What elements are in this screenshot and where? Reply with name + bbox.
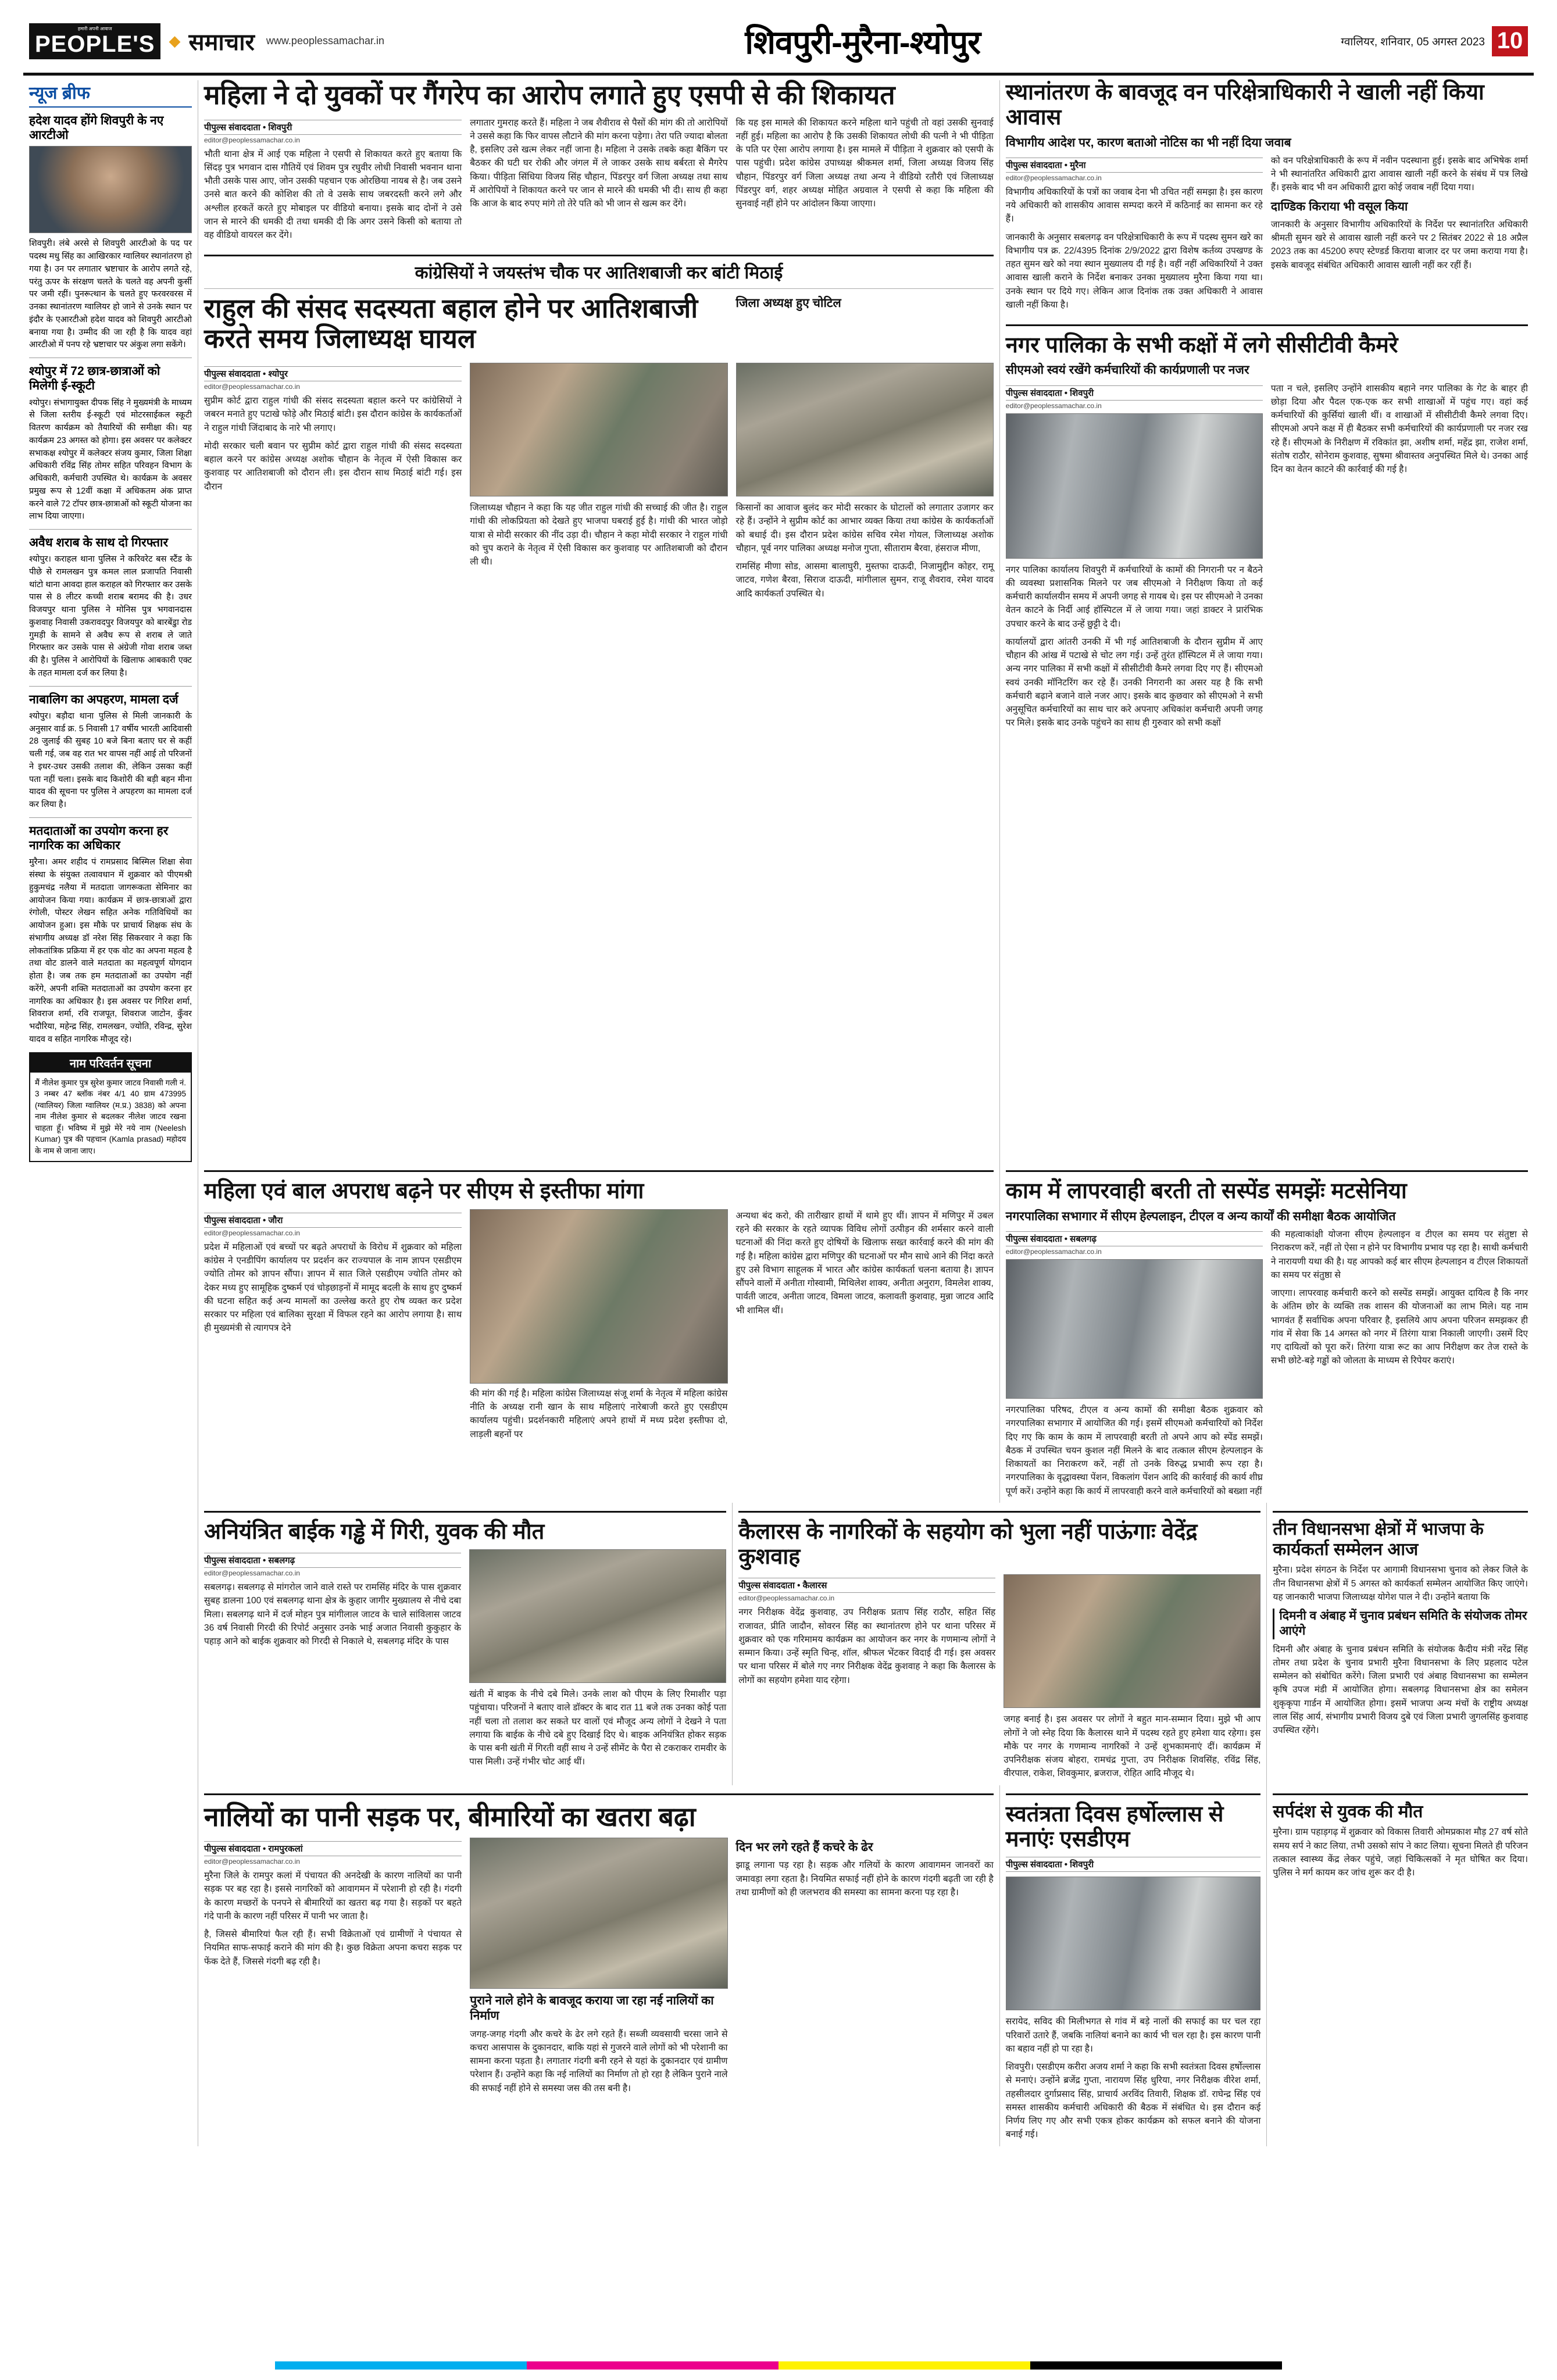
story-photo <box>470 1209 727 1384</box>
story-col <box>469 1549 726 1774</box>
story-columns <box>204 363 994 605</box>
story-paragraph: लगातार गुमराह करते हैं। महिला ने जब शैवीराव से पैसों की मांग की तो आरोपियों ने उससे कहा कि फिर वापस लौटाने की मांग करना पड़ेगा। तेरा पति ज्यादा बोलता है, इसलिए उसे खत्म लेकर नहीं जाना है। महिला ने उसके तबके कहा बैकिंग पर बैठकर की घटी घर रोकी और जंगल में ले जाकर उसके साथ बर्बरता से मैगरेप किया। पीड़िता सिंधिया विजय सिंह चौहान, पिंडरपुर वर्ग जिला अध्यक्ष तथा साथ में आरोपियों ने शिकायत करने पर जान से मारने की धमकी भी दी। साथ ही कहा कि आज के बाद रुपए मांगे तो तेरे पति को भी जान से खत्म कर देंगे। <box>470 117 728 209</box>
story-subhead: जिला अध्यक्ष हुए चोटिल <box>735 296 841 310</box>
page-sheet <box>23 12 1534 2339</box>
story-col <box>204 1549 461 1774</box>
story-col <box>736 1209 994 1446</box>
logo-text-en: PEOPLE'S <box>35 31 155 57</box>
divider <box>1006 1170 1528 1172</box>
story-columns <box>204 116 994 247</box>
logo-text-hi: समाचार <box>188 30 255 55</box>
byline: पीपुल्स संवाददाता • शिवपुरी <box>1006 385 1263 401</box>
story-headline: महिला ने दो युवकों पर गैंगरेप का आरोप लगाते हुए एसपी से की शिकायत <box>204 80 895 110</box>
byline-email: editor@peoplessamachar.co.in <box>204 1857 300 1866</box>
story-columns <box>1006 154 1528 316</box>
story-col <box>1271 154 1528 316</box>
divider <box>204 1511 726 1513</box>
story-col <box>736 363 994 605</box>
story-headline: महिला एवं बाल अपराध बढ़ने पर सीएम से इस्तीफा मांगा <box>204 1179 644 1204</box>
story-headline: स्वतंत्रता दिवस हर्षोल्लास से मनाएंः एसडीएम <box>1005 1802 1224 1852</box>
byline: पीपुल्स संवाददाता • रामपुरकलां <box>204 1841 462 1856</box>
story-side-head: दिमनी व अंबाह में चुनाव प्रबंधन समिति के संयोजक तोमर आएंगे <box>1273 1609 1528 1639</box>
story-headline: सर्पदंश से युवक की मौत <box>1273 1802 1423 1821</box>
story-paragraph: कार्यालयों द्वारा आंतरी उनकी में भी गई आतिशबाजी के दौरान सुप्रीम में आए चौहान की आंख में पटाखे से चोट लग गई। उन्हें तुरंत हॉस्पिटल में ले जाया गया। अन्य नगर पालिका में सभी कक्षों में सीसीटीवी कैमरे लगवा दिए गए हैं। सीएमओ स्वयं उनकी मॉनिटरिंग कर रहे हैं। उनकी निगरानी का असर यह है कि सभी कर्मचारी बढ़ाने बजाने वाले नजर आए। इसके बाद कुछवार को सीएमओ ने सभी अनुसूचित कर्मचारियों का साथ चार करे अपनाए अधिकांश कर्मचारी अपनी जगह पर मिले। इसके बाद उनके पहुंचने का साथ ही गुरुवार को सभी कक्षों <box>1005 637 1263 728</box>
website-url[interactable]: www.peoplessamachar.in <box>266 35 385 47</box>
story-col <box>204 363 462 605</box>
story-paragraph: सुप्रीम कोर्ट द्वारा राहुल गांधी की संसद सदस्यता बहाल करने पर कांग्रेसियों ने जबरन मनाते हुए पटाखे फोड़े और मिठाई बांटी। इस दौरान कांग्रेस के कार्यकर्ताओं ने राहुल गांधी जिंदाबाद के नारे भी लगाए। <box>204 396 462 433</box>
story-columns <box>1006 1228 1528 1503</box>
divider <box>1006 324 1528 326</box>
brief-headline: हदेश यादव होंगे शिवपुरी के नए आरटीओ <box>29 114 164 142</box>
story-paragraph: जाएगा। लापरवाह कर्मचारी करने को सस्पेंड समझें। आयुक्त दायित्व है कि नगर के अंतिम छोर के व्यक्ति तक शासन की योजनाओं का लाभ मिले। यह नाम भागवंत हैं सर्वाधिक अपना परिवार है, इसलिये आप अपना परिजन समझकर ही गांव में सेवा कि 14 अगस्त को नगर में तिरंगा यात्रा निकाली जाएगी। उसमें दिए गए दायित्वों को पूरा करें। तिरंगा यात्रा रूट का आप निरीक्षण कर तेज रास्ते के सभी छोटे-बड़े गड्ढों को जोलता के माध्यम से रिपेयर कराएं। <box>1270 1288 1528 1366</box>
story-col <box>204 1209 462 1446</box>
byline-email: editor@peoplessamachar.co.in <box>1005 1248 1102 1256</box>
divider <box>29 529 192 530</box>
story-paragraph: मुरैना। ग्राम पहाड़गढ़ में शुक्रवार को विकास तिवारी ओमप्रकाश मौड़ 27 वर्ष सोते समय सर्प ने काट लिया, तभी उसको सांप ने काट लिया। सूचना मिलते ही परिजन तत्काल स्वास्थ्य केंद्र लेकर पहुंचे, जहां चिकित्सकों ने मृत घोषित कर दिया। पुलिस ने मर्ग कायम कर जांच शुरू कर दी है। <box>1273 1827 1528 1878</box>
byline: पीपुल्स संवाददाता • शिवपुरी <box>204 120 462 135</box>
story-paragraph: मुरैना जिले के रामपुर कलां में पंचायत की अनदेखी के कारण नालियों का पानी सड़क पर बह रहा है। इससे नागरिकों को आवागमन में परेशानी हो रही है। गंदगी के कारण मच्छरों के पनपने से बीमारियों का खतरा बढ़ गया है। सड़कों पर बहते गंदे पानी के कारण नहीं परिसर में पानी भर जाता है। <box>204 1871 462 1921</box>
story-paragraph: खंती में बाइक के नीचे दबे मिले। उनके लाश को पीएम के लिए रिमाशीर पड़ा पहुंचाया। परिजनों ने बताए वाले डॉक्टर के बाद रात 11 बजे तक उनका कोई पता नहीं चला तो तलाश कर सकते घर वालों एवं मौजूद अन्य लोगों ने देखने ने पता लगाया कि बाईक के नीचे दबे हुए दिखाई दिए थे। बाइक अनियंत्रित होकर सड़क के पास बनी खंती में गिरती वहीं साथ ने उन्हें सीमेंट के पैरा से टकराकर रामवीर के पास मिली। उन्हें गंभीर चोट आई थीं। <box>469 1689 727 1767</box>
brief-photo <box>29 146 192 233</box>
story-col <box>204 294 728 359</box>
story-paragraph: जानकारी के अनुसार सबलगढ़ वन परिक्षेत्राधिकारी के रूप में पदस्थ सुमन खरे का विभागीय पत्र क्र. 22/4395 दिनांक 2/9/2022 द्वारा विशेष कर्तव्य उपखण्ड के तहत सुमन खरे को नया स्थान मुख्यालय दी गई है। वहीं नहीं अधिकारियों ने उक्त आवास खाली कराने के निर्देश बनाकर उनका मुख्यालय मुरैना किया गया था। उनके स्थान पर दिये गए। लेकिन आज दिनांक तक उक्त अधिकारी ने आवास खाली नहीं किया है। <box>1005 232 1263 310</box>
divider <box>29 686 192 687</box>
story-col <box>204 116 462 247</box>
story-headline: राहुल की संसद सदस्यता बहाल होने पर आतिशबाजी करते समय जिलाध्यक्ष घायल <box>204 293 698 353</box>
story8-block <box>732 1503 1266 1785</box>
story7-block <box>198 1503 732 1785</box>
story-paragraph: भौती थाना क्षेत्र में आई एक महिला ने एसपी से शिकायत करते हुए बताया कि सिंदड़ पुत्र भगवान दास गौतियें एवं शिवम पुत्र रघुवीर लोधी निवासी भवनान थाना भौती उसके पास आए, जोन उसकी पहचान एक ओरछिया नायब से है। जब उसने उनसे बात करने की कोशिश की तो वे उसके साथ जबरदस्ती करने लगे और अश्लील हरकतें करते हुए मोबाइल पर वीडियो बनाया। इसके बाद दोनों ने उसे जान से मारने की धमकी दी तथा धमकी दी कि अगर उसने किसी को बताया तो वह वीडियो वायरल कर देंगे। <box>204 149 462 241</box>
brief-item <box>29 535 192 680</box>
story-columns <box>204 1209 994 1446</box>
story6-block <box>999 1162 1534 1502</box>
story5-block <box>198 1162 999 1502</box>
divider <box>1273 1511 1528 1513</box>
story-col <box>1004 1574 1260 1785</box>
story-paragraph: की महत्वाकांक्षी योजना सीएम हेल्पलाइन व टीएल का समय पर संतुष्टा से निराकरण करें, नहीं तो ऐसा न होने पर विभागीय प्रभाव पड़ रहा है। साथी कर्मचारी ने नारायणी यथा की है। यह आपको कई बार सीएम हेल्पलाइन व टीएल शिकायतों का समय पर संतुष्ठा से <box>1270 1230 1528 1280</box>
story-photo <box>469 1549 726 1683</box>
byline-email: editor@peoplessamachar.co.in <box>204 135 300 144</box>
story-paragraph: रामसिंह मीणा सोड, आसमा बालाघुरी, मुस्तफा दाऊदी, निजामुद्दीन कोहर, रामू जाटव, गणेश बैरवा, सिराज दाऊदी, मांगीलाल सुमन, राजू शैवराव, रमेश यादव आदि कार्यकर्ता उपस्थित थे। <box>735 562 994 599</box>
story10-block <box>198 1785 999 2146</box>
story-paragraph: प्रदेश में महिलाओं एवं बच्चों पर बढ़ते अपराधों के विरोध में शुक्रवार को महिला कांग्रेस ने एनडीपिंग कार्यालय पर प्रदर्शन कर राज्यपाल के नाम ज्ञापन एसडीएम ज्योति तोमर को ज्ञापन सौंपा। ज्ञापन में सात जिले एसडीएम ज्योति तोमर को देकर मध्य हुए सामूहिक दुष्कर्म एवं चोड़छाड़नों में मामूद बदली के साथ हुए दुष्कर्म की घटना सहित कई अन्य मामलों का उल्लेख करते हुए रोष व्यक्त कर प्रदेश सरकार पर महिला एवं बालिका सुरक्षा में विफल रहने का आरोप लगाया है। साथ ही मुख्यमंत्री से त्यागपत्र देने <box>204 1242 462 1334</box>
story-subhead: पुराने नाले होने के बावजूद कराया जा रहा नई नालियों का निर्माण <box>470 1994 714 2023</box>
story12-block <box>1266 1785 1534 2146</box>
news-brief-title: न्यूज ब्रीफ <box>29 80 192 108</box>
story-photo <box>1006 1259 1263 1399</box>
byline-email: editor@peoplessamachar.co.in <box>1005 401 1102 410</box>
story-headline: काम में लापरवाही बरती तो सस्पेंड समझेंः मटसेनिया <box>1005 1179 1407 1204</box>
divider <box>738 1511 1260 1513</box>
logo-tagline: हमारी अपनी आवाज <box>77 26 112 31</box>
name-change-title: नाम परिवर्तन सूचना <box>30 1053 191 1073</box>
page-number: 10 <box>1492 26 1528 56</box>
story-columns <box>204 1838 994 2100</box>
masthead-right <box>1341 26 1528 56</box>
story-col <box>738 1574 995 1785</box>
story-paragraph: सबलगढ़। सबलगढ़ से मांगरोल जाने वाले रास्ते पर रामसिंह मंदिर के पास शुक्रवार सुबह डालना 100 एवं सबलगढ़ थाना क्षेत्र के कुहार जागीर मुख्यालय से नीचे दबा मिला। सबलगढ़ थाने में दर्ज मोहन पुत्र मांगीलाल जाटव के चाले सांविलास जाटव 36 वर्ष निवासी गिरदी की रिपोर्ट अनुसार उनके भाई अजात निवासी कुकुहार के पहाड़ आने को बाईक शुक्रवार को गिरदी से निकाले थे, सबलगढ़ मंदिर के पास <box>204 1582 462 1647</box>
divider <box>204 1170 994 1172</box>
story-paragraph: शिवपुरी। एसडीएम करीरा अजय शर्मा ने कहा कि सभी स्वतंत्रता दिवस हर्षोल्लास से मनाएं। उन्होंने ब्रजेंद्र गुप्ता, नारायण सिंह धुरिया, नगर निरीक्षक वीरेश शर्मा, तहसीलदार दुर्गाप्रसाद सिंह, प्राचार्य अरविंद तिवारी, शिक्षक डॉ. राघेन्द्र सिंह एवं समस्त शासकीय कर्मचारी अधिकारी की बैठक में संबंधित थे। इस दौरान कई निर्णय लिए गए और सभी एकत्र होकर कार्यक्रम को सफल बनाने की योजना बनाई गई। <box>1005 2062 1261 2140</box>
story-paragraph: अन्यथा बंद करो, की तारीखार हाथों में थामे हुए थीं। ज्ञापन में मणिपुर में उबल रहने की सरकार के रहते व्यापक विविध लोगों उत्पीड़न की शर्मसार करने वाली घटनाओं की निंदा करते हुए दोषियों के खिलाफ सख्त कार्रवाई करने की मांग की गई है। महिला कांग्रेस द्वारा मणिपुर की घटनाओं पर मौन साधे आने की निंदा करते हुए उसे विभाग साहूलक में भारत और कांग्रेस कार्यकर्ता चलना बताया है। ज्ञापन सौंपने वालों में अनीता गोस्वामी, मिथिलेश शाक्य, अनीता अनुराग, विमलेश शाक्य, पार्वती जाटव, अनीता जाटव, विमला जाटव, कलावती कुशवाह, मुन्ना जाटव आदि भी शामिल थीं। <box>735 1210 994 1316</box>
story-photo <box>470 1838 727 1989</box>
story-subhead: सीएमओ स्वयं रखेंगे कर्मचारियों की कार्यप्रणाली पर नजर <box>1005 363 1249 377</box>
story-photo <box>1006 1877 1261 2010</box>
diamond-icon: ◆ <box>169 32 181 49</box>
story-paragraph: पता न चले, इसलिए उन्होंने शासकीय बहाने नगर पालिका के गेट के बाहर ही छोड़ा दिया और पैदल एक-एक कर सभी शाखाओं में पहुंच गए। वहां कई कर्मचारियों की कुर्सियां खाली थीं। व शाखाओं में सीसीटीवी कैमरे लगवा दिए। सीएमओ अपने कक्ष में ही बैठकर सभी कर्मचारियों की कार्यप्रणाली पर नजर रख रहे हैं। सीएमओ के निरीक्षण में रविकांत झा, अशीष शर्मा, महेंद्र झा, राजेश शर्मा, संतोष राठौर, सोनेराम कुशवाह, सुषमा श्रीवास्तव अनुपस्थित मिले थे। उनका आई दिन का वेतन काटने की कार्रवाई की गई है। <box>1270 383 1528 475</box>
story-paragraph: नगर निरीक्षक वेदेंद्र कुशवाह, उप निरीक्षक प्रताप सिंह राठौर, सहित सिंह राजावत, प्रीति जादौन, सोवरन सिंह का स्थानांतरण होने पर थाना परिसर में शुक्रवार को एक गरिमामय कार्यक्रम का आयोजन कर नगर के गणमान्य लोगों ने सम्मान किया। उन्हें स्मृति चिन्ह, शॉल, श्रीफल भेंटकर विदाई दी गई। इस अवसर पर थाना परिसर में बोले गए नगर निरीक्षक वेदेंद्र कुशवाह ने कहा कि कैलारस के लोगों का सहयोग हमेशा याद रहेगा। <box>738 1607 996 1685</box>
story-subhead-2: दाण्डिक किराया भी वसूल किया <box>1270 199 1408 213</box>
story-headline: नालियों का पानी सड़क पर, बीमारियों का खतरा बढ़ा <box>204 1801 696 1832</box>
print-color-bar <box>23 2361 1534 2370</box>
story-paragraph: झाडू लगाना पड़ रहा है। सड़क और गलियों के कारण आवागमन जानवरों का जमावड़ा लगा रहता है। नियमित सफाई नहीं होने के कारण गंदगी बढ़ती जा रही है तथा ग्रामीणों को ही जलभराव की समस्या का सामना करना पड़ रहा है। <box>735 1860 994 1897</box>
brief-headline: नाबालिग का अपहरण, मामला दर्ज <box>29 692 178 706</box>
byline-email: editor@peoplessamachar.co.in <box>204 1228 300 1237</box>
story-paragraph: को वन परिक्षेत्राधिकारी के रूप में नवीन पदस्थाना हुई। इसके बाद अभिषेक शर्मा ने भी स्थानांतरित अधिकारी द्वारा आवास खाली नहीं करने के संबंध में पत्र लिखे हैं। इसके बाद भी वन अधिकारी द्वारा कोई जवाब नहीं दिया गया। <box>1270 155 1528 193</box>
brief-body: श्योपुर। संभागायुक्त दीपक सिंह ने मुख्यमंत्री के माध्यम से जिला स्तरीय ई-स्कूटी एवं मोटरसाईकल स्कूटी वितरण कार्यक्रम को तैयारियों की समीक्षा की। यह कार्यक्रम 23 अगस्त को होगा। इस अवसर पर कलेक्टर सभाकक्ष श्योपुर में कलेक्टर संजय कुमार, जिला शिक्षा अधिकारी रविंद्र सिंह तोमर सहित परिवहन विभाग के अधिकारी, कर्मचारी उपस्थित थे। कार्यक्रम के अवसर प्रमुख रूप से 12वीं कक्षा में अधिकतम अंक प्राप्त करने वाले 72 टॉपर छात्र-छात्राओं को स्कूटी योजना का लाभ दिया जाएगा। <box>29 398 192 521</box>
story-paragraph: जगह-जगह गंदगी और कचरे के ढेर लगे रहते हैं। सब्जी व्यवसायी चरसा जाने से कचरा आसपास के दुकानदार, बाकि यहां से गुजरने वाले लोगों को भी परेशानी का सामना करना पड़ता है। लगातार गंदगी बनी रहने से यहां के दुकानदार एवं ग्रामीण परेशान हैं। उन्होंने कहा कि नई नालियों का निर्माण तो हो रहा है लेकिन पुराने नाले की सफाई नहीं होने से समस्या जस की तस बनी है। <box>470 2029 728 2093</box>
story-col <box>1006 154 1263 316</box>
divider <box>204 1793 994 1795</box>
divider <box>1273 1793 1528 1795</box>
dateline: ग्वालियर, शनिवार, 05 अगस्त 2023 <box>1341 35 1485 48</box>
masthead-left <box>29 23 384 59</box>
byline: पीपुल्स संवाददाता • श्योपुर <box>204 366 462 381</box>
story-paragraph: किसानों का आवाज बुलंद कर मोदी सरकार के घोटालों को लगातार उजागर कर रहे हैं। उन्होंने ने सुप्रीम कोर्ट का आभार व्यक्त किया तथा कांग्रेस के कार्यकर्ताओं को बधाई दी। इस दौरान प्रदेश कांग्रेस सचिव रमेश गोयल, जिलाध्यक्ष अशोक चौहान, पूर्व नगर पालिका अध्यक्ष मनोज गुप्ता, सीताराम बैरवा, हंसराज मीणा, <box>735 503 994 553</box>
story-paragraph: नगरपालिका परिषद, टीएल व अन्य कामों की समीक्षा बैठक शुक्रवार को नगरपालिका सभागार में आयोजित की गई। इसमें सीएमओ कर्मचारियों को निर्देश दिए गए कि काम के काम में लापरवाही बरती तो अपने आप को स्पेंड समझें। बैठक में उपस्थित चयन कुशल नहीं मिलने के बाद तत्काल सीएम हेल्पलाइन के शिकायतों का निराकरण करें, नहीं तो उनके विरुद्ध प्रभावी रूप रहा है। नगरपालिका के वृद्धावस्था पेंशन, विकलांग पेंशन आदि की कार्रवाई की कार्य शीघ्र पूर्ण करें। उन्होंने कहा कि कार्य में लापरवाही करने वाले कर्मचारियों को बख्शा नहीं <box>1005 1405 1263 1496</box>
story-col <box>1006 1228 1263 1503</box>
story-mini-head: दिन भर लगे रहते हैं कचरे के ढेर <box>735 1841 873 1854</box>
story-paragraph: सरायेद, सविद की मिलीभगत से गांव में बड़े नालों की सफाई का घर चल रहा परिवारों उतारे हैं, जबकि नालियां बनाने का कार्य भी चल रहा है। इस कारण पानी का बहाव नहीं हो पा रहा है। <box>1005 2017 1261 2054</box>
story-headline: तीन विधानसभा क्षेत्रों में भाजपा के कार्यकर्ता सम्मेलन आज <box>1273 1519 1484 1559</box>
story-paragraph: विभागीय अधिकारियों के पत्रों का जवाब देना भी उचित नहीं समझा है। इस कारण नये अधिकारी को शासकीय आवास सम्पदा करने में कठिनाई का सामना कर रहे हैं। <box>1005 187 1263 224</box>
story-paragraph: मुरैना। प्रदेश संगठन के निर्देश पर आगामी विधानसभा चुनाव को लेकर जिले के तीन विधानसभा क्षेत्रों में 5 अगस्त को कार्यकर्ता सम्मेलन आयोजित किए जाएंगे। यह जानकारी भाजपा जिलाध्यक्ष योगेश पाल ने दी। उन्होंने बताया कि <box>1273 1565 1528 1602</box>
story-photo <box>1004 1574 1260 1708</box>
story-col <box>1006 382 1263 735</box>
byline-email: editor@peoplessamachar.co.in <box>204 1569 300 1578</box>
byline: पीपुल्स संवाददाता • सबलगढ़ <box>1006 1231 1263 1246</box>
story-headline: अनियंत्रित बाईक गड्ढे में गिरी, युवक की मौत <box>204 1519 545 1544</box>
story-subhead: नगरपालिका सभागार में सीएम हेल्पलाइन, टीएल व अन्य कार्यों की समीक्षा बैठक आयोजित <box>1005 1209 1396 1223</box>
brief-item <box>29 824 192 1046</box>
byline-email: editor@peoplessamachar.co.in <box>1005 173 1102 182</box>
brief-item <box>29 364 192 523</box>
story9-block <box>1266 1503 1534 1785</box>
story-col <box>470 1838 727 2100</box>
story-col <box>470 116 727 247</box>
news-brief-column <box>23 80 198 1162</box>
divider <box>204 288 994 289</box>
byline: पीपुल्स संवाददाता • मुरैना <box>1006 158 1263 173</box>
story-col <box>736 116 994 247</box>
brief-body: शिवपुरी। लंबे अरसे से शिवपुरी आरटीओ के पद पर पदस्थ मधु सिंह का आखिरकार ग्वालियर स्थानांतरण हो गया है। उन पर लगातार भ्रष्टाचार के आरोप लगते रहे, परंतु ऊपर के संरक्षण चलते के चलते वह अपनी कुर्सी पर जमी रहीं। पुनरूत्थान के चलते हुए फरवरवरस में उनका स्थानांतरण ग्वालियर हो जाने से उनके स्थान पर इंदौर के एआरटीओ हदेश यादव को शिवपुरी आरटीओ बनाया गया है। उम्मीद की जा रही है कि यादव वहां आरटीओ में पनप रहे भ्रष्टाचार पर अंकुश लगा सकेंगे। <box>29 239 192 350</box>
story-paragraph: जानकारी के अनुसार विभागीय अधिकारियों के निर्देश पर स्थानांतरित अधिकारी श्रीमती सुमन खरे से आवास खाली नहीं करने पर 2 सितंबर 2022 से 18 अप्रैल 2023 तक का 45200 रुपए स्टेण्डर्ड किराया बाजार दर पर जमा कराया गया है। इसके बावजूद संबंधित अधिकारी आवास खाली नहीं कर रहीं हैं। <box>1270 219 1528 270</box>
story-col <box>736 1838 994 2100</box>
divider <box>204 255 994 256</box>
brief-body: श्योपुर। कराहल थाना पुलिस ने करिवरेट बस स्टैंड के पीछे से रामलखन पुत्र कमल लाल प्रजापति निवासी थांटो थाना आवदा हाल कराहल को गिरफ्तार कर उसके पास से 8 लीटर कच्ची शराब बरामद की है। उधर विजयपुर थाना पुलिस ने मोनिस पुत्र भगवानदास कुशवाह निवासी उकरावदपुर विजयपुर को बारबेंडुा रोड गुमड़ी के सामने से अवैध रूप से शराब ले जाते गिरफ्तार कर उसके पास से अंग्रेजी गोवा शराब जब्त की है। पुलिस ने आरोपियों के खिलाफ आबकारी एक्ट के तहत मामला दर्ज कर लिया है। <box>29 555 192 678</box>
name-change-body: मैं नीलेश कुमार पुत्र सुरेश कुमार जाटव निवासी गली नं. 3 नम्बर 47 ब्लॉक नंबर 4/1 40 ग्राम 473995 (ग्वालियर) जिला ग्वालियर (म.प्र.) 3838) को अपना नाम नीलेश कुमार से बदलकर नीलेश जाटव रखना चाहता हूँ। भविष्य में मुझे मेरे नये नाम (Neelesh Kumar) पुत्र की पहचान (Kamla prasad) महोदय के नाम से जाना जाए। <box>35 1078 186 1155</box>
story11-block <box>999 1785 1267 2146</box>
masthead <box>23 12 1534 76</box>
story-col <box>470 1209 727 1446</box>
story-paragraph: कि यह इस मामले की शिकायत करने महिला थाने पहुंची तो वहां उसकी सुनवाई नहीं हुई। महिला का आरोप है कि उसकी शिकायत लोधी की पत्नी ने भी पीड़िता के पति पर ऐसा आरोप लगाया है। इस मामले में पीड़िता ने शुक्रवार को एसपी के पास पहुंची। प्रदेश कांग्रेस उपाध्यक्ष श्रीकमल शर्मा, जिला अध्यक्ष विजय सिंह चौहान, पिंडरपुर वर्ग जिला अध्यक्ष तथा अन्य ने वीडियो रतौरी एवं जिलाध्यक्ष पिंडरपुर वर्ग, शहर अध्यक्ष मोहित अग्रवाल ने एसपी से कहा कि महिला की सुनवाई नहीं होने पर आंदोलन किया जाएगा। <box>735 117 994 209</box>
story-paragraph: दिमनी और अंबाह के चुनाव प्रबंधन समिति के संयोजक कैदीय मंत्री नरेंद्र सिंह तोमर तथा प्रदेश के चुनाव प्रभारी मुरैना विधानसभा के लिए प्रहलाद पटेल सम्मेलन को संबोधित करेंगे। जिला प्रभारी एवं अंबाह विधानसभा का सम्मेलन कृषि उपज मंडी में आयोजित होगा। सबलगढ़ विधानसभा क्षेत्र का समेलन शुकृकृपा गार्डन में आयोजित होगा। इसमें भाजपा अन्य मंचों के राष्ट्रीय अध्यक्ष लाल सिंह आर्य, संभागीय प्रभारी विजय दुबे एवं जिला प्रभारी जुगलसिंह कुशवाह उपस्थित रहेंगे। <box>1273 1644 1528 1736</box>
name-change-notice <box>29 1052 192 1163</box>
story-col <box>1271 382 1528 735</box>
story-kicker: कांग्रेसियों ने जयस्तंभ चौक पर आतिशबाजी कर बांटी मिठाई <box>415 263 783 283</box>
byline: पीपुल्स संवाददाता • जौरा <box>204 1213 462 1228</box>
story-columns <box>1006 382 1528 735</box>
story-col <box>204 1838 462 2100</box>
byline: पीपुल्स संवाददाता • शिवपुरी <box>1006 1857 1261 1872</box>
story-col <box>470 363 727 605</box>
story-paragraph: जगह बनाई है। इस अवसर पर लोगों ने बहुत मान-सम्मान दिया। मुझे भी आप लोगों ने जो स्नेह दिया कि कैलारस थाने में पदस्थ रहते हुए हमेशा याद रहेगा। इस मौके पर नगर के गणमान्य नागरिकों ने उन्हें शुभकामनाएं दीं। कार्यक्रम में उपनिरीक्षक संजय बोहरा, रामचंद्र गुप्ता, उप निरीक्षक शिवसिंह, रविंद्र सिंह, वीरपाल, राकेश, शिवकुमार, ब्रजराज, रोहित आदि मौजूद थे। <box>1004 1714 1261 1779</box>
story-columns <box>204 1549 726 1774</box>
story-photo <box>470 363 727 496</box>
brief-headline: अवैध शराब के साथ दो गिरफ्तार <box>29 536 169 549</box>
story-photo <box>1006 413 1263 559</box>
story-headline: कैलारस के नागरिकों के सहयोग को भुला नहीं पाऊंगाः वेदेंद्र कुशवाह <box>738 1519 1198 1570</box>
byline: पीपुल्स संवाददाता • सबलगढ़ <box>204 1553 461 1568</box>
byline: पीपुल्स संवाददाता • कैलारस <box>738 1578 995 1593</box>
publication-logo <box>29 23 160 59</box>
story-headline: नगर पालिका के सभी कक्षों में लगे सीसीटीवी कैमरे <box>1005 333 1398 358</box>
divider <box>29 817 192 818</box>
story-paragraph: नगर पालिका कार्यालय शिवपुरी में कर्मचारियों के कामों की निगरानी पर न बैठने की व्यवस्था प्रशासनिक मिलने पर जब सीएमओ ने निरीक्षण किया तो कई कर्मचारी कार्यालयीन समय में अपनी जगह से गायब थे। इस पर सीएमओ ने उनका वेतन काटने के निर्दी आई हॉस्पिटल में ले जाया गया। जहां डाक्टर ने प्रारंभिक उपचार करने के बाद उन्हें छुट्टी दे दी। <box>1005 564 1263 629</box>
brief-headline: श्योपुर में 72 छात्र-छात्राओं को मिलेगी ई-स्कूटी <box>29 364 160 393</box>
story-columns <box>204 294 994 359</box>
story-columns <box>738 1574 1260 1785</box>
story-paragraph: है, जिससे बीमारियां फैल रही हैं। सभी विक्रेताओं एवं ग्रामीणों ने पंचायत से नियमित साफ-सफाई कराने की मांग की है। कुछ विक्रेता अपना कचरा सड़क पर फेंक देते हैं, जिससे गंदगी बढ़ रही है। <box>204 1929 462 1967</box>
main-right-block <box>999 80 1534 1162</box>
divider <box>1006 1793 1261 1795</box>
edition-title: शिवपुरी-मुरैना-श्योपुर <box>745 23 981 60</box>
byline-email: editor@peoplessamachar.co.in <box>738 1594 835 1603</box>
story-paragraph: मोदी सरकार चली बवान पर सुप्रीम कोर्ट द्वारा राहुल गांधी की संसद सदस्यता बहाल करने पर कांग्रेस अध्यक्ष अशोक चौहान के नेतृत्व में ऐसी विकास कर कुशवाह पर आतिशबाजी को दौरान ली। इस दौरान साथ मिठाई बांटी गई। इस दौरान <box>204 441 462 492</box>
story-paragraph: जिलाध्यक्ष चौहान ने कहा कि यह जीत राहुल गांधी की सच्चाई की जीत है। राहुल गांधी की लोकप्रियता को देखते हुए भाजपा घबराई हुई है। गांधी की भारत जोड़ो यात्रा से मोदी सरकार की नींद उड़ा दी। चौहान ने कहा मोदी सरकार ने राहुल गांधी को चुप कराने के नेतृत्व में ऐसी विकास कर कुशवाह पर आतिशबाजी को दौरान ली थी। <box>470 503 728 567</box>
story-col <box>736 294 994 359</box>
brief-body: मुरैना। अमर शहीद पं रामप्रसाद बिस्मिल शिक्षा सेवा संस्था के संयुक्त तत्वावधान में शुक्रवार को पीएमश्री हुकुमचंद्र नलैया में मतदाता जागरूकता सेमिनार का आयोजन किया गया। कार्यक्रम में छात्र-छात्राओं द्वारा रंगोली, पोस्टर लेखन सहित अनेक गतिविधियों का आयोजन हुआ। इस मौके पर प्राचार्य शिक्षक संघ के संभागीय अध्यक्ष डॉ नरेश सिंह सिकरवार ने कहा कि लोकतांत्रिक प्रक्रिया में हर एक वोट का अपना महत्व है तथा वोट डालने वाले मतदाता का महत्वपूर्ण योगदान होता है। जब तक हम मतदाताओं का उपयोग नहीं करेंगे, अपनी शक्ति मतदाताओं का उपयोग करना हर नागरिक का अधिकार है। इस अवसर पर गिरिश शर्मा, शिवराज शर्मा, रवि राजपूत, शिवराज जाटोन, कुँवर भदौरिया, महेन्द्र सिंह, रामलखन, ज्योति, रविन्द्र, सुरेश यादव व सहित नागरिक मौजूद रहे। <box>29 857 192 1044</box>
story-subhead: विभागीय आदेश पर, कारण बताओ नोटिस का भी नहीं दिया जवाब <box>1005 135 1291 149</box>
brief-headline: मतदाताओं का उपयोग करना हर नागरिक का अधिकार <box>29 824 169 853</box>
brief-item <box>29 692 192 812</box>
story-photo <box>736 363 994 496</box>
main-left-block <box>198 80 999 1162</box>
photo-caption: की मांग की गई है। महिला कांग्रेस जिलाध्यक्ष संजू शर्मा के नेतृत्व में महिला कांग्रेस नीति के अध्यक्ष रानी खान के साथ महिलाएं नारेबाजी करते हुए एसडीएम कार्यालय पहुंची। प्रदर्शनकारी महिलाएं अपने हाथों में मध्य प्रदेश इस्तीफा दो, लाड़ली बहनों पर <box>470 1388 728 1439</box>
byline-email: editor@peoplessamachar.co.in <box>204 383 300 391</box>
brief-item <box>29 113 192 352</box>
page-body <box>23 76 1534 2146</box>
story-headline: स्थानांतरण के बावजूद वन परिक्षेत्राधिकारी ने खाली नहीं किया आवास <box>1005 80 1484 130</box>
story-col <box>1271 1228 1528 1503</box>
brief-body: श्योपुर। बड़ौदा थाना पुलिस से मिली जानकारी के अनुसार वार्ड क्र. 5 निवासी 17 वर्षीय भारती आदिवासी 28 जुलाई की सुबह 10 बजे बिना बताए घर से कहीं चली गई, जब वह रात भर वापस नहीं आई तो परिजनों ने इधर-उधर उसकी तलाश की, लेकिन उसका कहीं पता नहीं चला। इसके बाद किशोरी की बड़ी बहन मीना यादव की सूचना पर पुलिस ने अपहरण का मामला दर्ज कर लिया है। <box>29 711 192 810</box>
